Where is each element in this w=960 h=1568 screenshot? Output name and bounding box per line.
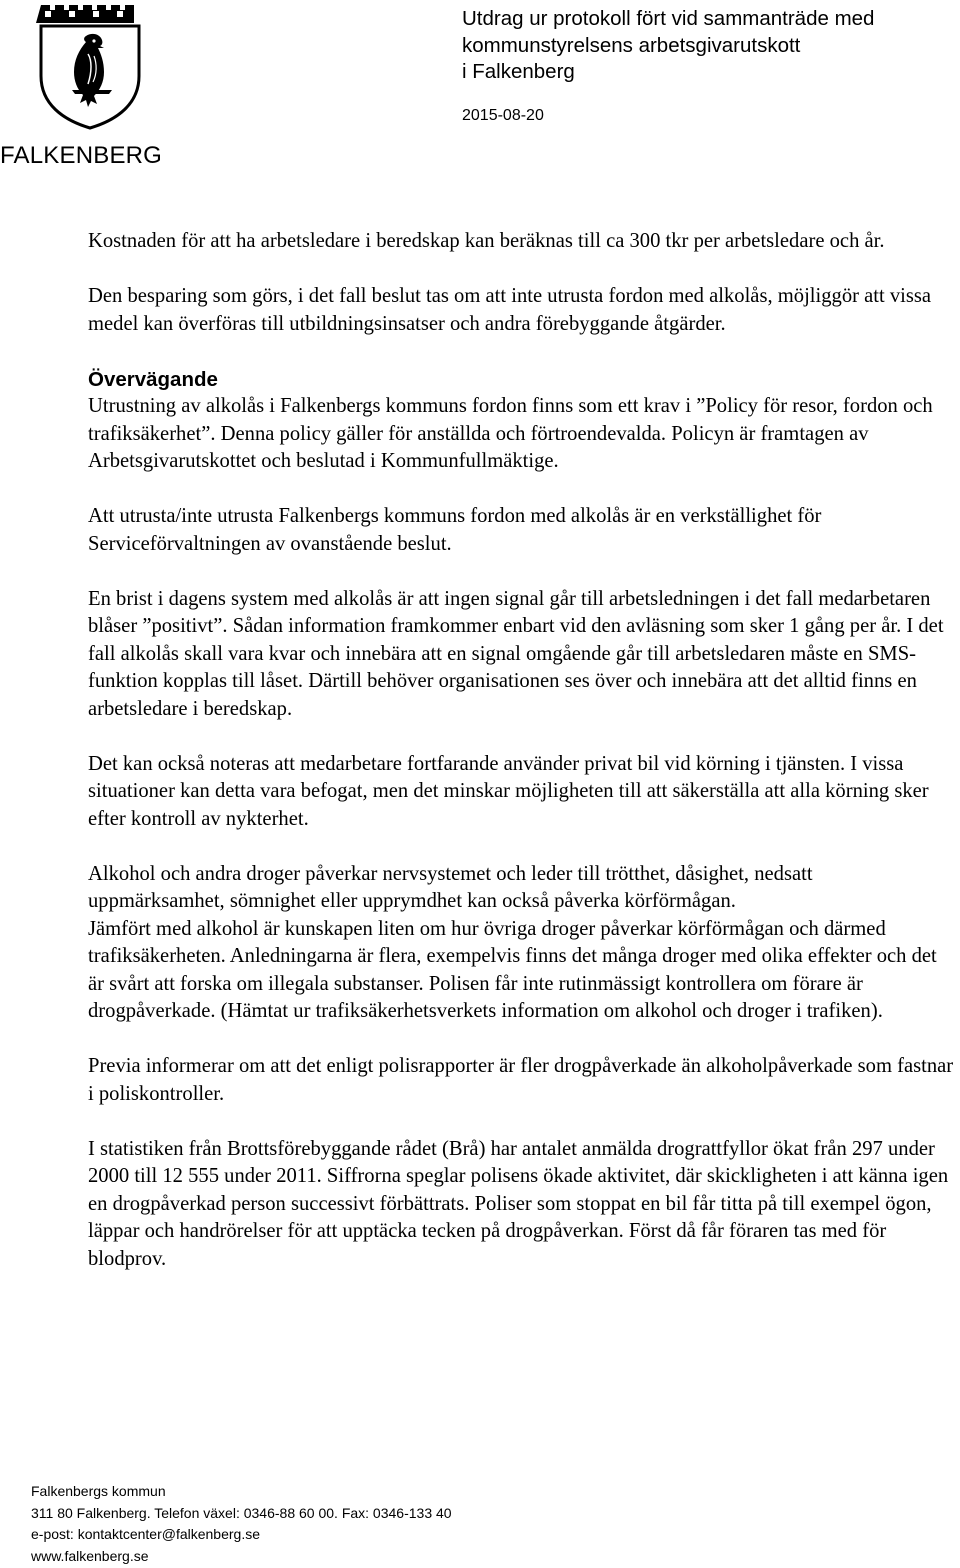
paragraph-savings: Den besparing som görs, i det fall beslut tas om att inte utrusta fordon med alkolås, möjliggör att vissa medel kan överföras till utbildningsinsatser och andra förebyggande åtgärder. [88, 285, 932, 335]
paragraph-drugs-effects: Alkohol och andra droger påverkar nervsystemet och leder till trötthet, dåsighet, nedsatt uppmärksamhet, sömnighet eller upprymdhet kan också påverka körförmågan. [88, 862, 813, 912]
paragraph-policy: Utrustning av alkolås i Falkenbergs kommuns fordon finns som ett krav i ”Policy för resor, fordon och trafiksäkerhet”. Denna policy gäller för anställda och förtroendevalda. Policyn är framtagen av Arbetsgivarutskottet och beslutad i Kommunfullmäktige. [88, 395, 933, 472]
paragraph-cost: Kostnaden för att ha arbetsledare i beredskap kan beräknas till ca 300 tkr per arbetsledare och år. [88, 230, 885, 252]
footer-address: 311 80 Falkenberg. Telefon växel: 0346-88 60 00. Fax: 0346-133 40 [31, 1504, 452, 1521]
paragraph-execution: Att utrusta/inte utrusta Falkenbergs kommuns fordon med alkolås är en verkställighet för Serviceförvaltningen av ovanstående beslut. [88, 505, 822, 555]
falcon-crest-icon [36, 2, 144, 130]
title-line: i Falkenberg [462, 60, 575, 83]
section-heading: Övervägande [88, 367, 218, 391]
paragraph-previa: Previa informerar om att det enligt polisrapporter är fler drogpåverkade än alkoholpåverkade som fastnar i poliskontroller. [88, 1055, 954, 1105]
paragraph-system-flaw: En brist i dagens system med alkolås är att ingen signal går till arbetsledningen i det fall medarbetaren blåser ”positivt”. Sådan information framkommer enbart vid den avläsning som sker 1 gång per år. I det fall alkolås skall vara kvar och innebära att en signal omgående går till arbetsledaren måste en SMS-funktion kopplas till låset. Därtill behöver organisationen ses över och innebära att det alltid finns en arbetsledare i beredskap. [88, 587, 944, 720]
paragraph-private-car: Det kan också noteras att medarbetare fortfarande använder privat bil vid körning i tjänsten. I vissa situationer kan detta vara befogat, men det minskar möjligheten till att säkerställa att alla körning sker efter kontroll av nykterhet. [88, 752, 929, 830]
footer-website[interactable]: www.falkenberg.se [31, 1547, 149, 1564]
protocol-date: 2015-08-20 [462, 107, 544, 124]
title-line: kommunstyrelsens arbetsgivarutskott [462, 33, 801, 57]
protocol-title [462, 6, 952, 86]
document-body [88, 228, 954, 1301]
page-footer [31, 1481, 452, 1567]
logo-wordmark: FALKENBERG [0, 142, 163, 169]
footer-org: Falkenbergs kommun [31, 1483, 166, 1499]
footer-email[interactable]: e-post: kontaktcenter@falkenberg.se [31, 1526, 261, 1542]
paragraph-drugs-knowledge: Jämfört med alkohol är kunskapen liten om hur övriga droger påverkar körförmågan och därmed trafiksäkerheten. Anledningarna är flera, exempelvis finns det många droger med olika effekter och det är svårt att forska om illegala substanser. Polisen får inte rutinmässigt kontrollera om förare är drogpåverkade. (Hämtat ur trafiksäkerhetsverkets information om alkohol och droger i trafiken). [88, 917, 937, 1022]
paragraph-statistics: I statistiken från Brottsförebyggande rådet (Brå) har antalet anmälda drograttfyllor ökat från 297 under 2000 till 12 555 under 2011. Siffrorna speglar polisens ökade aktivitet, där skickligheten i att känna igen en drogpåverkad person successivt förbättrats. Poliser som stoppat en bil får titta på till exempel ögon, läppar och handrörelser för att upptäcka tecken på drogpåverkan. Först då får föraren tas med för blodprov. [88, 1137, 949, 1270]
title-line: Utdrag ur protokoll fört vid sammanträde med [462, 7, 875, 30]
falkenberg-logo [0, 0, 175, 175]
